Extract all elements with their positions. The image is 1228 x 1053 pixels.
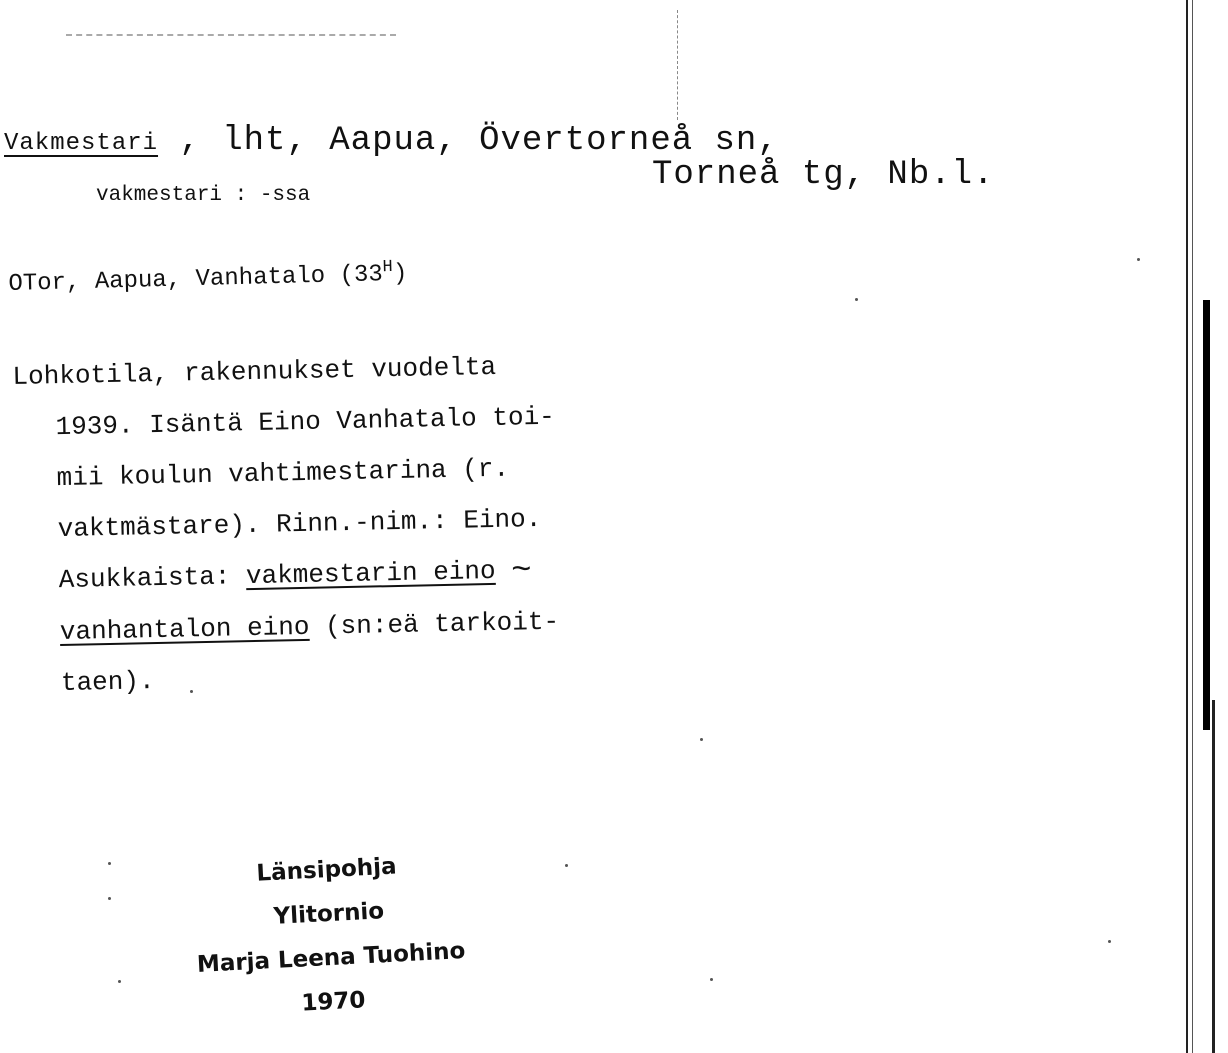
locality-text: OTor, Aapua, Vanhatalo (33 xyxy=(8,261,384,298)
description-line: taen). xyxy=(60,666,155,699)
inflected-form: vakmestari : -ssa xyxy=(96,184,311,207)
description-text: (sn:eä tarkoit- xyxy=(309,606,560,642)
speck xyxy=(118,980,121,983)
speck xyxy=(710,978,713,981)
locality-superscript: H xyxy=(382,257,394,278)
district: Torneå tg, Nb.l. xyxy=(652,156,995,194)
speck xyxy=(565,864,568,867)
stamp-collector: Marja Leena Tuohino xyxy=(196,937,466,978)
speck xyxy=(1108,940,1111,943)
name-form-1: vakmestarin eino xyxy=(245,555,496,592)
description-line: vaktmästare). Rinn.-nim.: Eino. xyxy=(57,503,542,545)
headword: Vakmestari xyxy=(4,130,159,157)
card-edge-shadow-lower xyxy=(1212,700,1215,1053)
description-block xyxy=(12,341,561,710)
stamp-region: Länsipohja xyxy=(255,853,398,887)
headword-separator: , xyxy=(158,122,223,160)
residents-label: Asukkaista: xyxy=(58,561,247,596)
locality-close: ) xyxy=(392,260,408,288)
speck xyxy=(700,738,703,741)
name-form-2: vanhantalon eino xyxy=(59,611,310,648)
card-edge-shadow xyxy=(1203,300,1210,730)
tilde-symbol: ~ xyxy=(510,552,532,591)
speck xyxy=(190,690,193,693)
description-line: mii koulun vahtimestarina (r. xyxy=(56,453,510,494)
fold-mark xyxy=(677,10,679,120)
card-edge-right xyxy=(1186,0,1194,1053)
stamp-parish: Ylitornio xyxy=(272,898,385,930)
collector-stamp xyxy=(146,839,515,1034)
speck xyxy=(1137,258,1140,261)
speck xyxy=(855,298,858,301)
description-line: Lohkotila, rakennukset vuodelta xyxy=(12,351,497,392)
locality-line xyxy=(8,258,408,298)
type-and-village: lht, Aapua, Övertorneå sn, xyxy=(222,122,779,160)
top-dashed-mark xyxy=(66,34,396,38)
speck xyxy=(108,862,111,865)
speck xyxy=(108,897,111,900)
stamp-year: 1970 xyxy=(300,987,367,1017)
headword-line xyxy=(4,122,779,160)
description-line: 1939. Isäntä Eino Vanhatalo toi- xyxy=(55,401,556,443)
